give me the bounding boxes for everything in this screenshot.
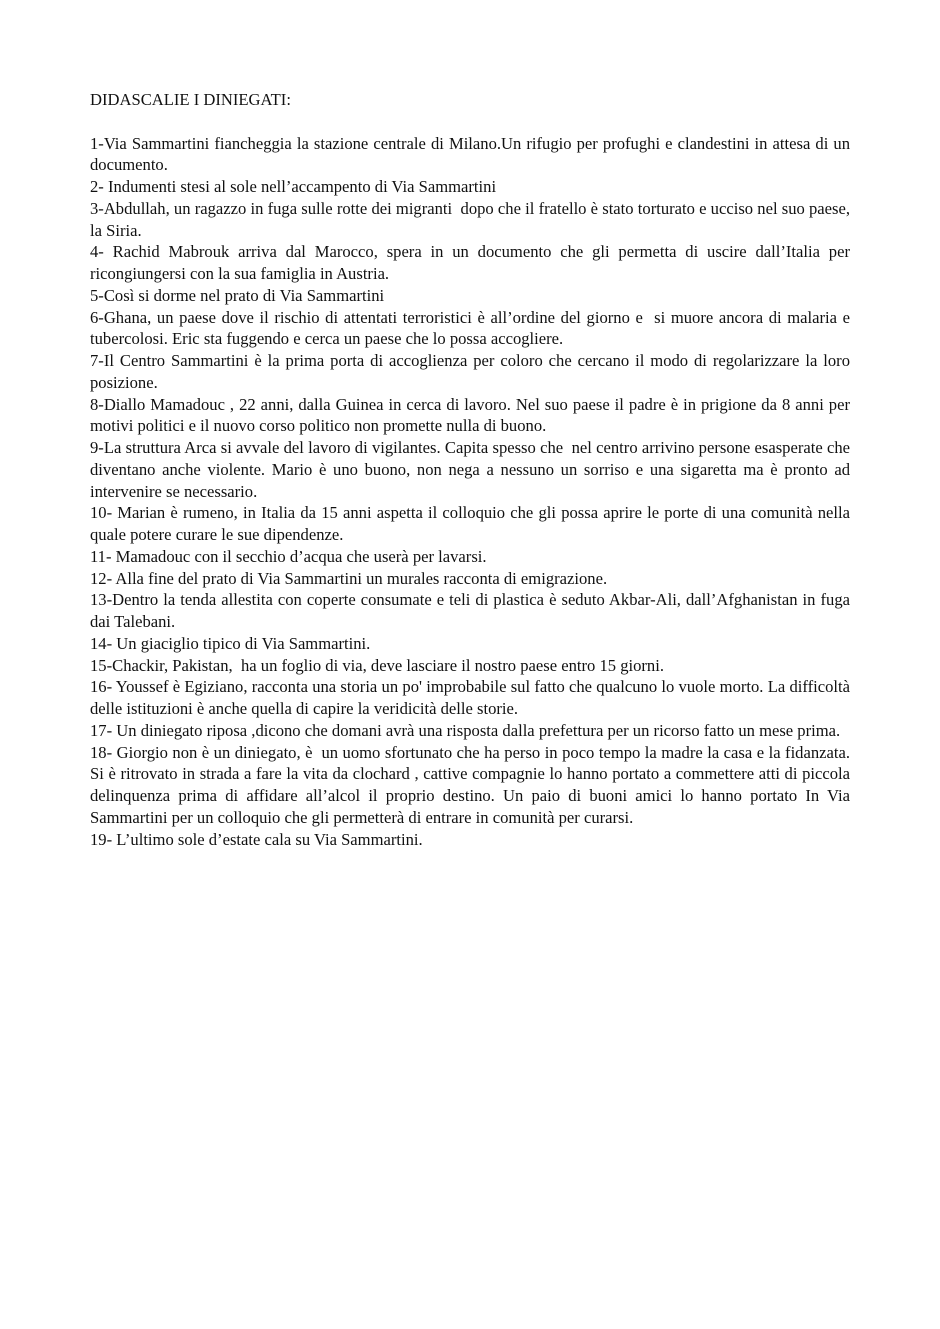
caption-3: 3-Abdullah, un ragazzo in fuga sulle rotte dei migranti dopo che il fratello è stato torturato e ucciso nel suo paese, la Siria.: [90, 198, 855, 240]
document-page: [90, 89, 855, 850]
caption-11: 11- Mamadouc con il secchio d’acqua che userà per lavarsi.: [90, 546, 487, 566]
caption-10: 10- Marian è rumeno, in Italia da 15 anni aspetta il colloquio che gli possa aprire le porte di una comunità nella quale potere curare le sue dipendenze.: [90, 503, 855, 544]
caption-1: 1-Via Sammartini fiancheggia la stazione centrale di Milano.Un rifugio per profughi e clandestini in attesa di un documento.: [90, 133, 855, 175]
blank-line: [90, 111, 850, 133]
caption-19: 19- L’ultimo sole d’estate cala su Via Sammartini.: [90, 829, 423, 849]
caption-8: 8-Diallo Mamadouc , 22 anni, dalla Guinea in cerca di lavoro. Nel suo paese il padre è in prigione da 8 anni per motivi politici e il nuovo corso politico non promette nulla di buono.: [90, 394, 855, 436]
caption-17: 17- Un diniegato riposa ,dicono che domani avrà una risposta dalla prefettura per un ricorso fatto un mese prima.: [90, 720, 841, 740]
caption-14: 14- Un giaciglio tipico di Via Sammartini.: [90, 633, 371, 653]
caption-15: 15-Chackir, Pakistan, ha un foglio di via, deve lasciare il nostro paese entro 15 giorni.: [90, 655, 664, 675]
caption-13: 13-Dentro la tenda allestita con coperte consumate e teli di plastica è seduto Akbar-Ali, dall’Afghanistan in fuga dai Talebani.: [90, 590, 855, 631]
caption-4: 4- Rachid Mabrouk arriva dal Marocco, spera in un documento che gli permetta di uscire dall’Italia per ricongiungersi con la sua famiglia in Austria.: [90, 242, 855, 283]
caption-9: 9-La struttura Arca si avvale del lavoro di vigilantes. Capita spesso che nel centro arrivino persone esasperate che diventano anche violente. Mario è uno buono, non nega a nessuno un sorriso e una sigaretta ma è pronto ad intervenire se necessario.: [90, 438, 855, 501]
caption-7: 7-Il Centro Sammartini è la prima porta di accoglienza per coloro che cercano il modo di regolarizzare la loro posizione.: [90, 351, 855, 392]
caption-18: 18- Giorgio non è un diniegato, è un uomo sfortunato che ha perso in poco tempo la madre la casa e la fidanzata. Si è ritrovato in strada a fare la vita da clochard , cattive compagnie lo hanno portato a commettere atti di piccola delinquenza prima di affidare all’alcol il proprio destino. Un paio di buoni amici lo hanno portato In Via Sammartini per un colloquio che gli permetterà di entrare in comunità per curarsi.: [90, 742, 855, 827]
caption-6: 6-Ghana, un paese dove il rischio di attentati terroristici è all’ordine del giorno e si muore ancora di malaria e tubercolosi. Eric sta fuggendo e cerca un paese che lo possa accogliere.: [90, 307, 855, 349]
caption-12: 12- Alla fine del prato di Via Sammartini un murales racconta di emigrazione.: [90, 568, 608, 588]
caption-16: 16- Youssef è Egiziano, racconta una storia un po' improbabile sul fatto che qualcuno lo vuole morto. La difficoltà delle istituzioni è anche quella di capire la veridicità delle storie.: [90, 677, 855, 718]
caption-5: 5-Così si dorme nel prato di Via Sammartini: [90, 285, 385, 305]
document-title: DIDASCALIE I DINIEGATI:: [90, 90, 291, 109]
caption-2: 2- Indumenti stesi al sole nell’accampento di Via Sammartini: [90, 177, 497, 196]
